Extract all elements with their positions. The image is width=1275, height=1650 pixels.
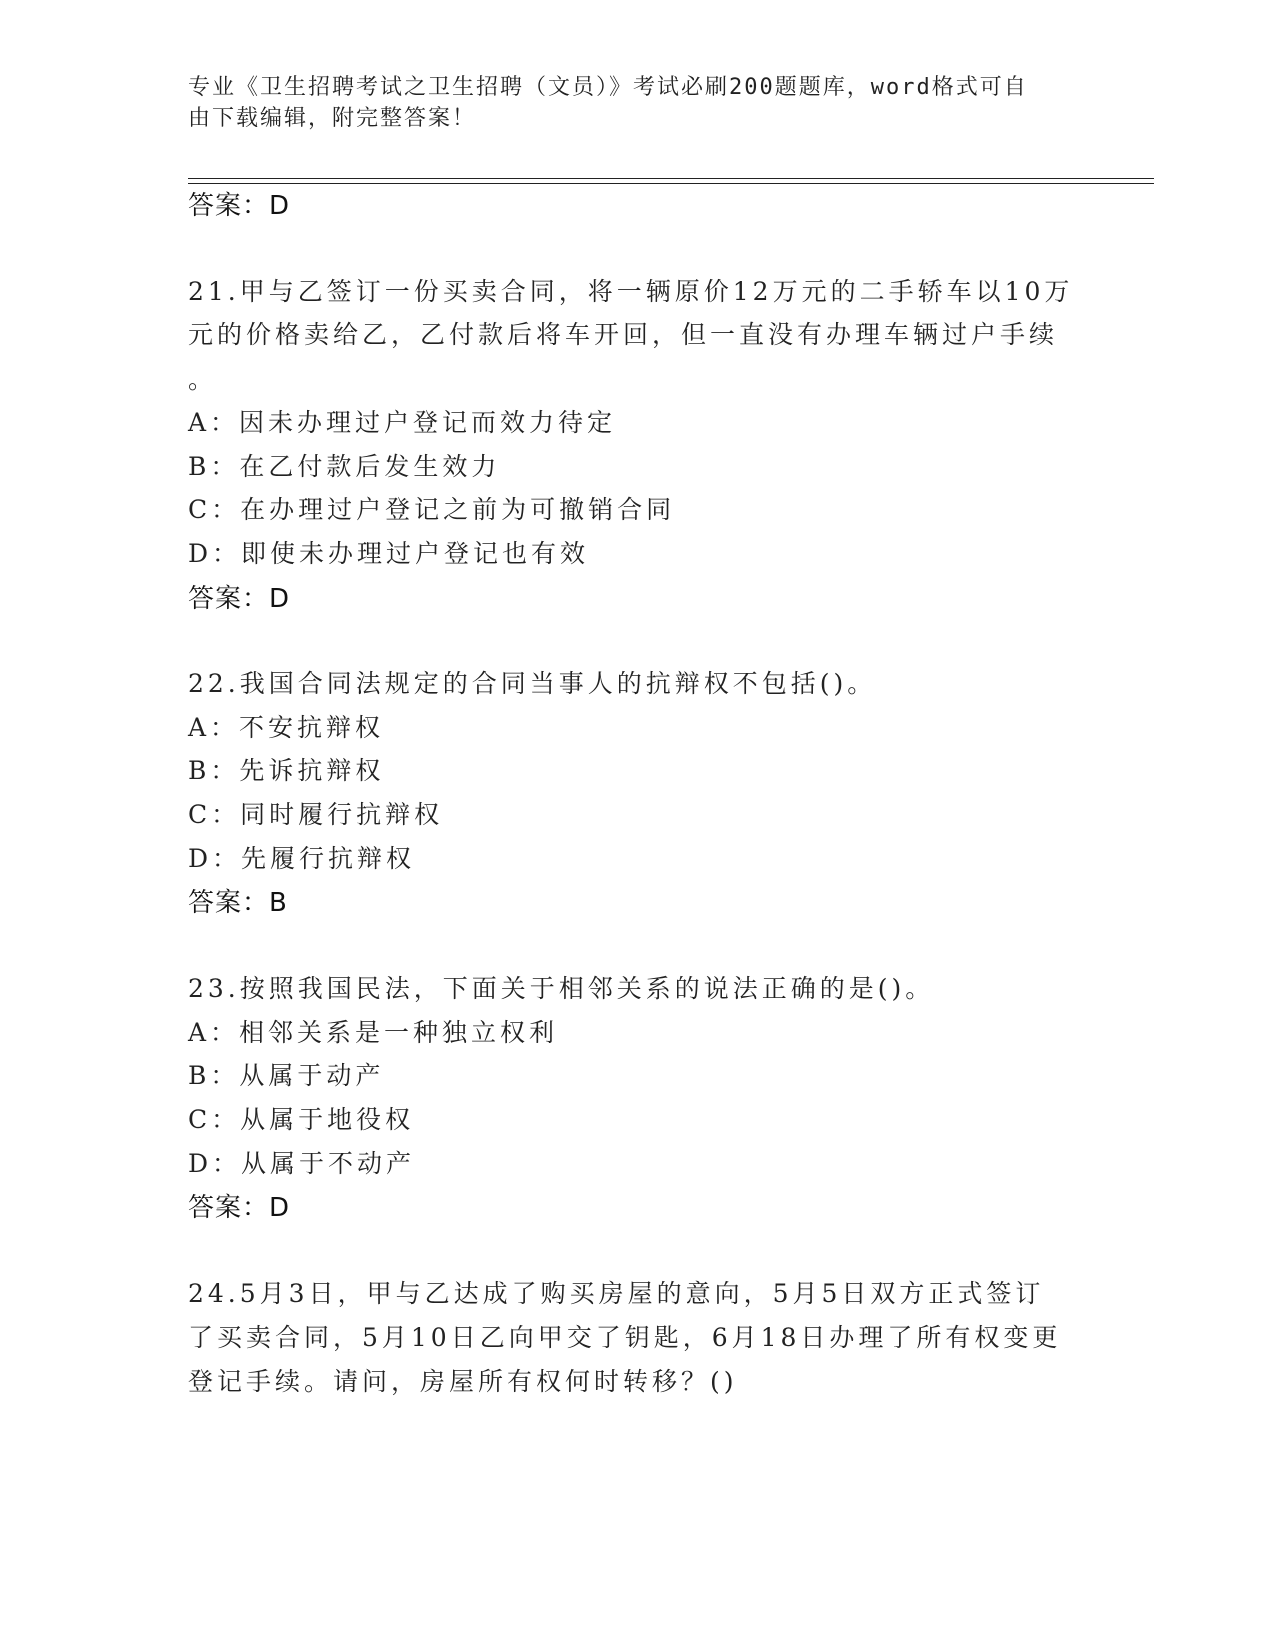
question-21-option-b: B：在乙付款后发生效力	[188, 452, 501, 481]
question-21-answer: 答案：D	[188, 584, 291, 614]
question-23-option-b: B：从属于动产	[188, 1061, 385, 1090]
question-22-option-d: D：先履行抗辩权	[188, 844, 416, 873]
question-24-text: 了买卖合同，5月10日乙向甲交了钥匙，6月18日办理了所有权变更	[188, 1323, 1062, 1352]
question-21-option-c: C：在办理过户登记之前为可撤销合同	[188, 495, 676, 524]
question-22-option-b: B：先诉抗辩权	[188, 756, 385, 785]
question-22-text: 22.我国合同法规定的合同当事人的抗辩权不包括()。	[188, 669, 877, 698]
question-21-option-a: A：因未办理过户登记而效力待定	[188, 408, 617, 437]
question-24-text: 登记手续。请问，房屋所有权何时转移？()	[188, 1367, 738, 1396]
question-23-option-d: D：从属于不动产	[188, 1149, 416, 1178]
question-22-answer: 答案：B	[188, 888, 288, 918]
question-21-text: 元的价格卖给乙，乙付款后将车开回，但一直没有办理车辆过户手续	[188, 320, 1059, 349]
question-23-option-c: C：从属于地役权	[188, 1105, 415, 1134]
header-line: 专业《卫生招聘考试之卫生招聘（文员）》考试必刷200题题库，word格式可自	[188, 75, 1028, 100]
header-divider	[188, 178, 1154, 179]
question-22-option-a: A：不安抗辩权	[188, 713, 385, 742]
question-23-answer: 答案：D	[188, 1193, 291, 1223]
header-divider	[188, 183, 1154, 184]
question-23-option-a: A：相邻关系是一种独立权利	[188, 1018, 559, 1047]
page-header	[188, 72, 1068, 134]
question-23-text: 23.按照我国民法，下面关于相邻关系的说法正确的是()。	[188, 974, 935, 1003]
question-21-text: 21.甲与乙签订一份买卖合同，将一辆原价12万元的二手轿车以10万	[188, 277, 1074, 306]
question-22-option-c: C：同时履行抗辩权	[188, 800, 444, 829]
answer-line: 答案：D	[188, 191, 291, 221]
header-line: 由下载编辑，附完整答案！	[188, 106, 477, 131]
question-24-text: 24.5月3日，甲与乙达成了购买房屋的意向，5月5日双方正式签订	[188, 1279, 1045, 1308]
question-21-text: 。	[188, 365, 218, 394]
question-21-option-d: D：即使未办理过户登记也有效	[188, 539, 590, 568]
